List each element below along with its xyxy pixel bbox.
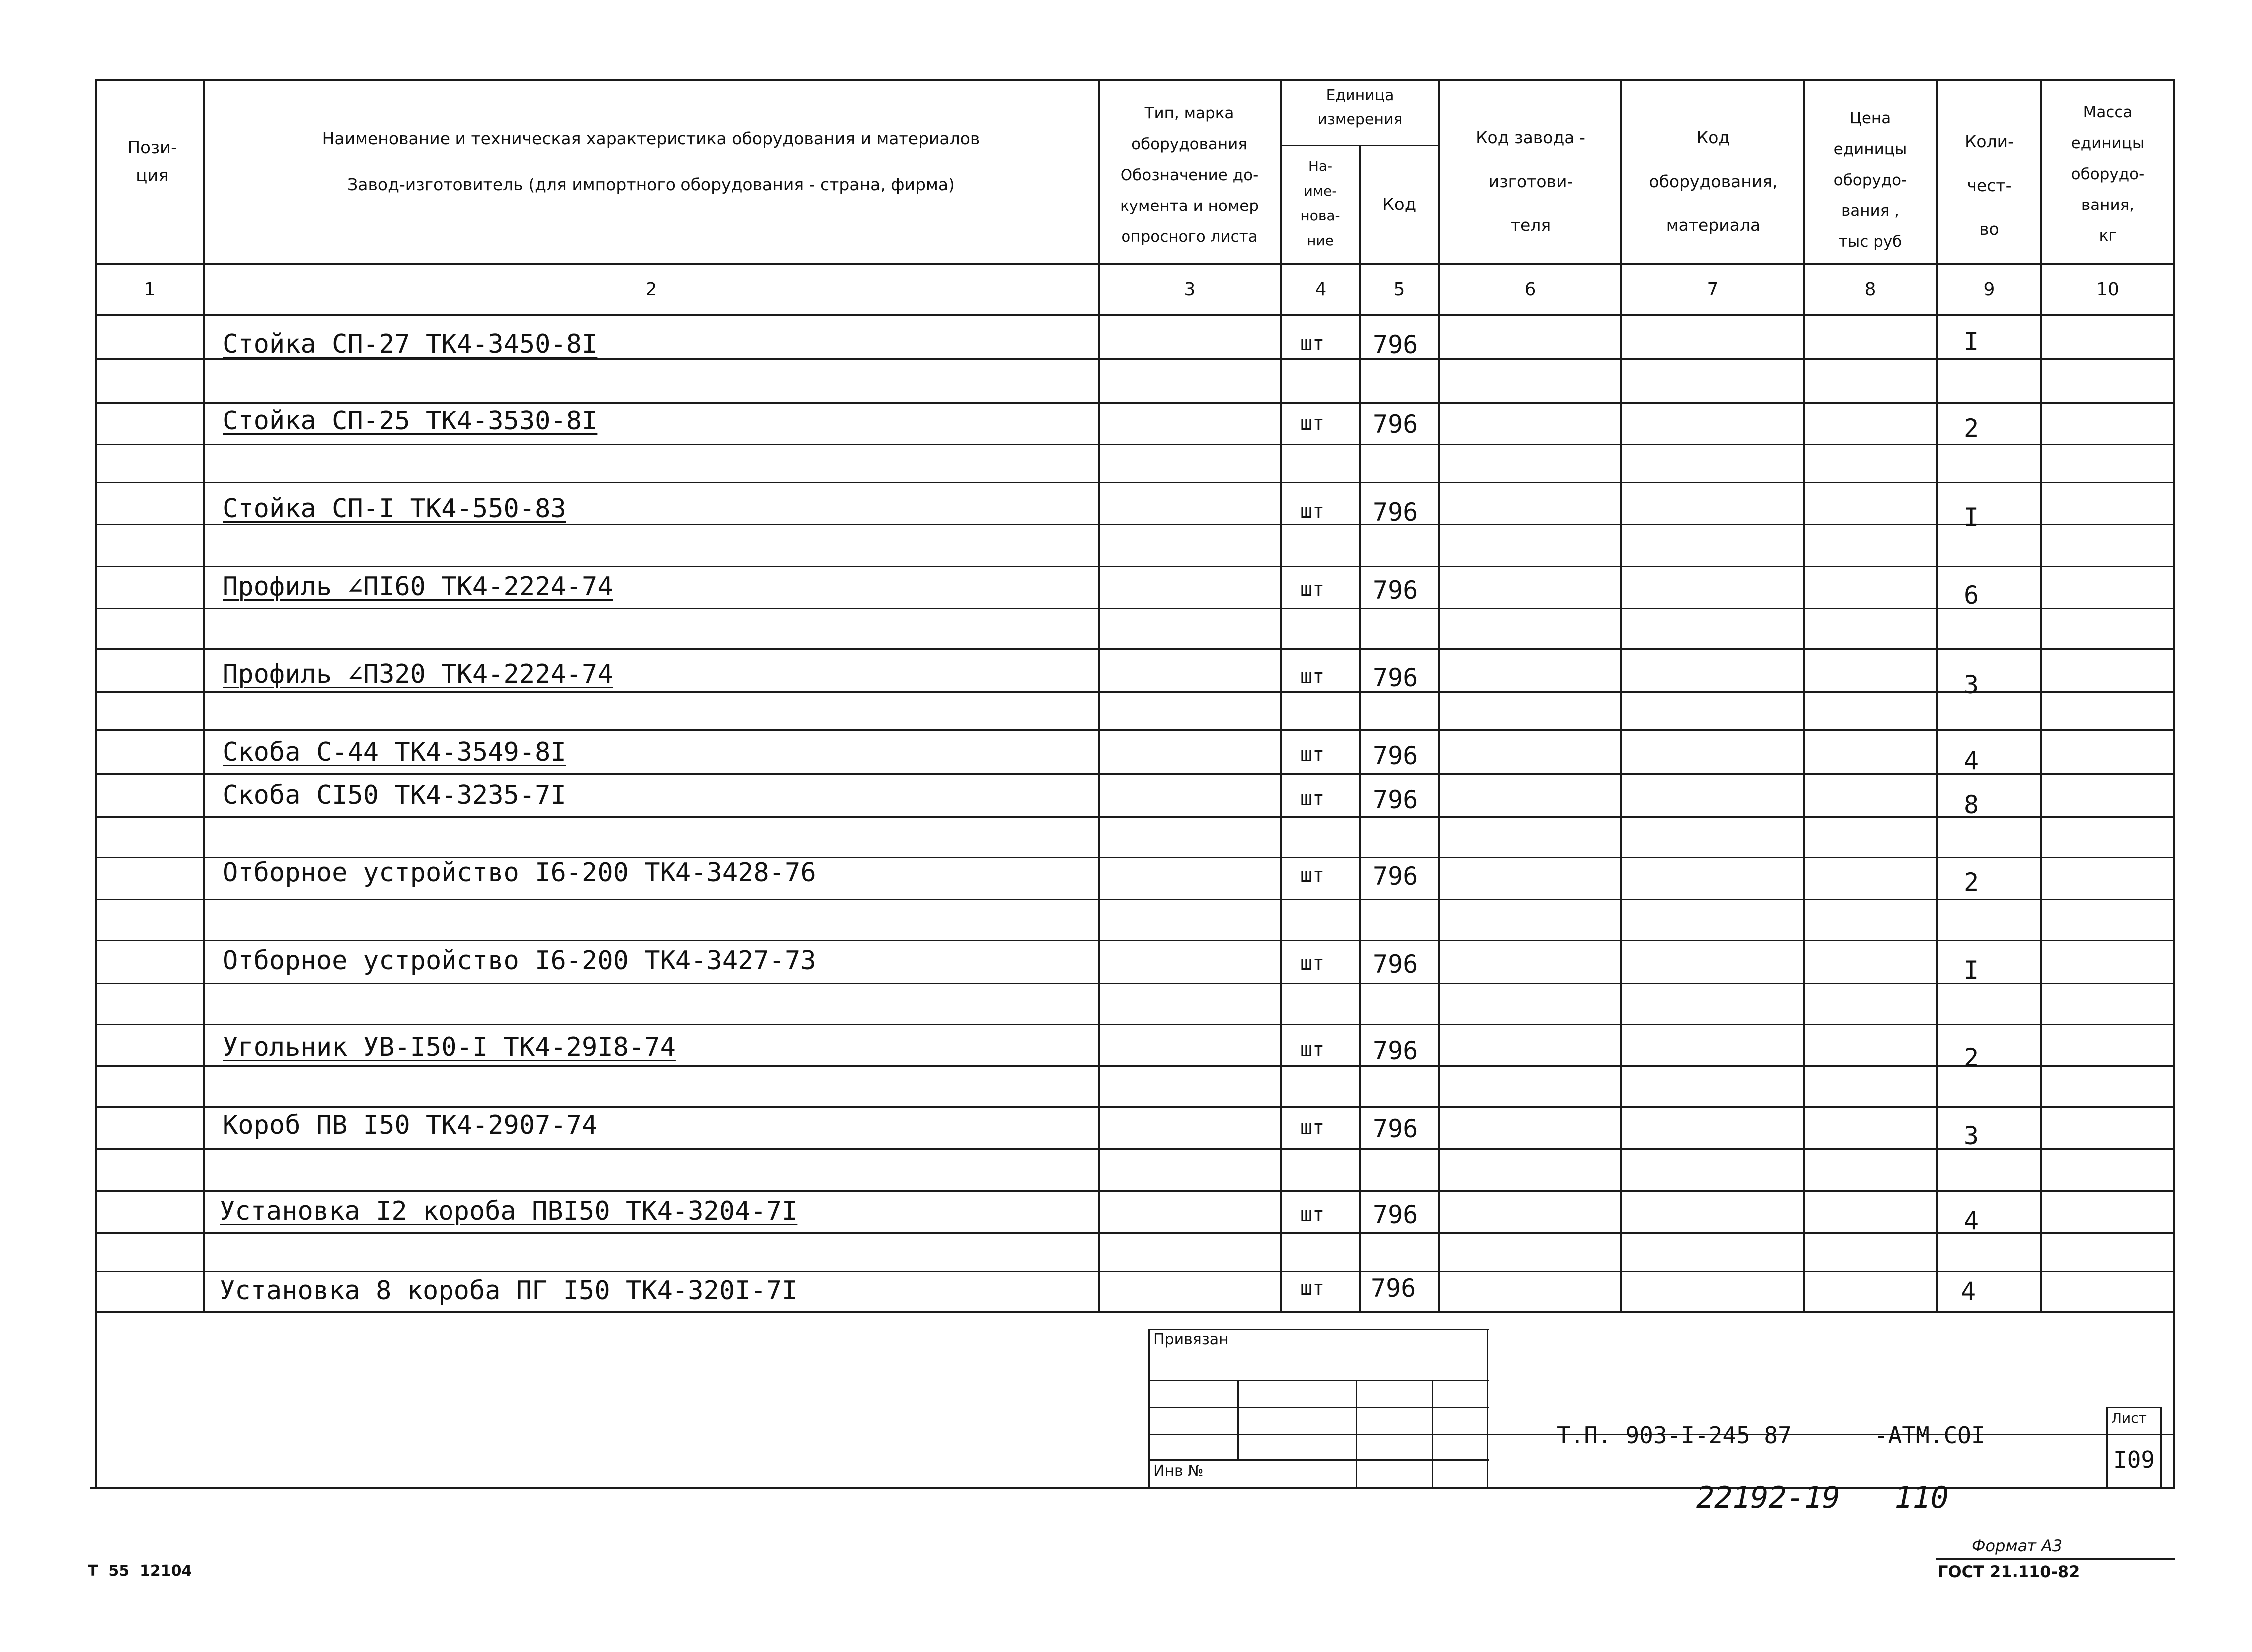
unit-group-line [1280,145,1439,146]
row-line [95,1065,2175,1067]
item-qty: 3 [1964,1121,1979,1150]
row-line [95,1024,2175,1025]
item-name: Короб ПВ I50 ТК4-2907-74 [223,1110,598,1140]
item-code: 796 [1373,663,1418,692]
row-line [95,940,2175,941]
item-unit: шт [1300,578,1325,601]
item-name: Установка 8 короба ПГ I50 ТК4-320I-7I [220,1276,798,1306]
document-designation: Т.П. 903-I-245 87 -АТМ.СОI [1557,1422,1985,1448]
column-number: 3 [1184,279,1196,300]
item-qty: 2 [1964,414,1979,443]
stamp-line [2106,1434,2161,1435]
item-qty: I [1964,327,1979,356]
item-unit: шт [1300,1116,1325,1139]
item-qty: 3 [1964,670,1979,699]
item-code: 796 [1373,576,1418,605]
row-line [95,566,2175,567]
row-line [95,608,2175,609]
colnum-bottom-line [95,314,2175,316]
item-code: 796 [1373,1114,1418,1143]
row-line [95,1232,2175,1234]
item-unit: шт [1300,787,1325,810]
row-line [95,648,2175,650]
stamp-line [1148,1380,1489,1381]
header-col9: Коли- чест- во [1964,132,2014,239]
col-sep-1 [203,79,205,1312]
left-code: Т 55 12104 [88,1562,192,1580]
table-bottom-line [95,1311,2175,1313]
row-line [95,729,2175,731]
format-label: Формат А3 [1972,1536,2063,1555]
col-sep-5 [1438,79,1440,1312]
column-number: 2 [645,279,657,300]
row-line [95,444,2175,445]
handwritten-number: 22192-19 110 [1696,1480,1949,1515]
item-code: 796 [1373,741,1418,770]
item-unit: шт [1300,412,1325,435]
item-name: Отборное устройство I6-200 ТК4-3427-73 [223,946,816,976]
frame-right-line [2173,79,2175,1488]
stamp-line [1148,1459,1489,1461]
column-number: 7 [1707,279,1719,300]
item-name: Стойка СП-I ТК4-550-83 [223,494,566,524]
header-unit-group: Единица измерения [1317,87,1403,128]
item-unit: шт [1300,1038,1325,1061]
col-sep-9 [2040,79,2042,1312]
item-code: 796 [1373,785,1418,814]
stamp-line [2160,1407,2162,1487]
item-unit: шт [1300,952,1325,975]
item-code: 796 [1373,1200,1418,1229]
row-line [95,1148,2175,1150]
header-col4: На- име- нова- ние [1300,158,1340,249]
item-code: 796 [1371,1274,1416,1303]
sheet-label: Лист [2111,1410,2147,1426]
item-unit: шт [1300,665,1325,688]
item-code: 796 [1373,1036,1418,1065]
item-unit: шт [1300,332,1325,355]
item-name: Стойка СП-27 ТК4-3450-8I [223,329,598,359]
item-name: Угольник УВ-I50-I ТК4-29I8-74 [223,1032,676,1062]
row-line [95,816,2175,818]
item-name: Стойка СП-25 ТК4-3530-8I [223,406,598,436]
item-name: Отборное устройство I6-200 ТК4-3428-76 [223,858,816,888]
item-code: 796 [1373,950,1418,979]
row-line [95,1190,2175,1192]
item-code: 796 [1373,862,1418,891]
item-unit: шт [1300,743,1325,766]
stamp-line [1148,1407,1489,1408]
item-qty: 2 [1964,868,1979,897]
item-name: Профиль ∠ПI60 ТК4-2224-74 [223,572,613,602]
stamp-line [1148,1329,1150,1488]
column-number: 6 [1524,279,1536,300]
stamp-line [2106,1407,2161,1408]
item-unit: шт [1300,500,1325,523]
stamp-line [1356,1380,1357,1487]
row-line [95,691,2175,693]
row-line [95,773,2175,775]
col-sep-8 [1936,79,1938,1312]
col-sep-3 [1280,79,1282,1312]
header-col2-line2: Завод-изготовитель (для импортного оборудования - страна, фирма) [347,175,955,194]
item-qty: 4 [1964,746,1979,775]
stamp-line [1432,1380,1433,1487]
column-number: 1 [144,279,156,300]
item-unit: шт [1300,1277,1325,1300]
item-qty: I [1964,956,1979,985]
col-sep-2 [1098,79,1100,1312]
row-line [95,1271,2175,1272]
row-line [95,524,2175,525]
stamp-line [2106,1407,2108,1487]
item-qty: 4 [1964,1206,1979,1235]
row-line [95,983,2175,984]
item-unit: шт [1300,1203,1325,1226]
sheet-number: I09 [2113,1446,2155,1473]
item-qty: I [1964,503,1979,532]
header-col2-line1: Наименование и техническая характеристика оборудования и материалов [322,129,980,148]
column-number: 5 [1393,279,1405,300]
header-col6: Код завода - изготови- теля [1476,128,1585,235]
item-code: 796 [1373,410,1418,439]
item-qty: 4 [1961,1277,1976,1306]
header-col5: Код [1382,195,1417,214]
item-code: 796 [1373,498,1418,527]
col-sep-7 [1803,79,1805,1312]
row-line [95,1106,2175,1108]
gost-label: ГОСТ 21.110-82 [1938,1562,2080,1581]
column-number: 9 [1983,279,1995,300]
item-qty: 6 [1964,581,1979,610]
row-line [95,899,2175,900]
header-col10: Масса единицы оборудо- вания, кг [2071,103,2145,245]
item-code: 796 [1373,330,1418,359]
column-number: 10 [2096,279,2119,300]
item-name: Установка I2 короба ПВI50 ТК4-3204-7I [220,1196,798,1226]
header-col8: Цена единицы оборудо- вания , тыс руб [1833,109,1907,251]
item-unit: шт [1300,864,1325,887]
row-line [95,482,2175,483]
header-col1: Пози- ция [127,138,177,186]
col-sep-6 [1620,79,1622,1312]
column-number: 8 [1864,279,1876,300]
col-sep-4 [1359,145,1361,1312]
item-name: Скоба С-44 ТК4-3549-8I [223,737,566,767]
header-col7: Код оборудования, материала [1649,128,1778,235]
stamp-line [1148,1329,1489,1330]
stamp-line [1487,1329,1488,1488]
column-number: 4 [1315,279,1327,300]
stamp-line [1237,1380,1239,1460]
stamp-inv-no: Инв № [1153,1462,1204,1480]
stamp-privyazan: Привязан [1153,1331,1229,1348]
row-line [95,402,2175,404]
header-bottom-line [95,263,2175,265]
header-col3: Тип, марка оборудования Обозначение до- кумента и номер опросного листа [1120,104,1259,246]
item-name: Профиль ∠П320 ТК4-2224-74 [223,659,613,689]
frame-top-line [95,79,2175,81]
footer-line [1936,1558,2175,1560]
item-name: Скоба СI50 ТК4-3235-7I [223,780,566,810]
item-qty: 2 [1964,1043,1979,1072]
item-qty: 8 [1964,790,1979,819]
